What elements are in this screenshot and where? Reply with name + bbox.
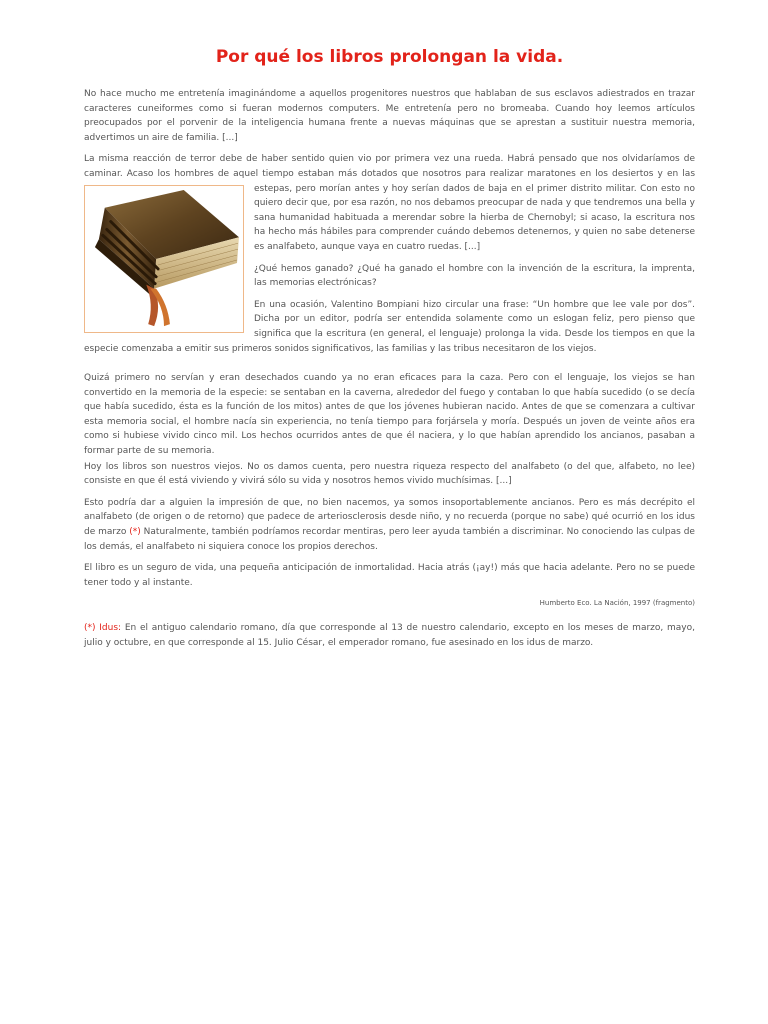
paragraph-2-rest: antes y hoy serían dados de baja en el primer distrito militar. Con esto no quiero decir que, por esa razón, no nos debamos preocupar de nada y que tendremos una bella y sana humanidad habituada a merendar sobre la hierba de Chernobyl; si acaso, la escritura nos ha hecho más hábiles para comprender cuándo debemos detenernos, y quien no sabe detenerse es analfabeto, aunque vaya en cuatro ruedas. [...]: [254, 183, 695, 252]
paragraph-3: ¿Qué hemos ganado? ¿Qué ha ganado el hombre con la invención de la escritura, la imprenta, las memorias electrónicas?: [254, 263, 695, 289]
paragraph-2-line-2: Acaso los hombres de aquel tiempo estaban más dotados que nosotros para realizar maratones en los desiertos y en las estepas, pero morían: [126, 168, 696, 194]
paragraph-7-text: Esto podría dar a alguien la impresión de que, no bien nacemos, ya somos insoportablemente ancianos. Pero es más decrépito el analfabeto (de origen o de retorno) que padece de arteriosclerosis desde niño, y no recuerda (porque no sabe) qué ocurrió en los idus de marzo: [84, 497, 695, 538]
paragraph-8: El libro es un seguro de vida, una pequeña anticipación de inmortalidad. Hacia atrás (¡ay!) más que hacia adelante. Pero no se puede tener todo y al instante.: [84, 563, 695, 588]
paragraph-1: No hace mucho me entretenía imaginándome a aquellos progenitores nuestros que hablaban de sus esclavos adiestrados en trazar caracteres cuneiformes como si fueran modernos computers. Me entretenía pero no bromeaba. Cuando hoy leemos artículos preocupados por el porvenir de la inteligencia humana frente a nuevas máquinas que se aprestan a sustituir nuestra memoria, advertimos un aire de familia. [...]: [84, 89, 695, 143]
paragraph-5: Quizá primero no servían y eran desechados cuando ya no eran eficaces para la caza. Pero con el lenguaje, los viejos se han convertido en la memoria de la especie: se sentaban en la caverna, alrededor del fuego y contaban lo que había sucedido (o se decía que había sucedido, ésta es la función de los mitos) antes de que los jóvenes hubieran nacido. Antes de que se comenzara a cultivar esta memoria social, el hombre nacía sin experiencia, no tenía tiempo para forjársela y moría. Después un joven de veinte años era como si hubiese vivido cinco mil. Los hechos ocurridos antes de que él naciera, y lo que habían aprendido los ancianos, pasaban a formar parte de su memoria.: [84, 373, 695, 457]
old-leather-book-icon: [84, 185, 244, 333]
paragraph-4: En una ocasión, Valentino Bompiani hizo circular una frase: “Un hombre que lee vale por dos”. Dicha por un editor, podría ser entendida solamente como un eslogan feliz, pero pienso que significa que la escritura (en general, el lenguaje) prolonga la vida. Desde los tiempos en que la especie comenzaba a emitir sus primeros sonidos significativos, las familias y las tribus necesitaron de los viejos.: [84, 299, 695, 354]
footnote-text: En el antiguo calendario romano, día que corresponde al 13 de nuestro calendario, excepto en los meses de marzo, mayo, julio y octubre, en que corresponde al 15. Julio César, el emperador romano, fue asesinado en los idus de marzo.: [84, 623, 695, 648]
paragraph-2: [84, 152, 695, 254]
footnote-label: (*) Idus:: [84, 623, 122, 634]
footnote: [84, 621, 695, 650]
paragraph-2-line-1: La misma reacción de terror debe de haber sentido quien vio por primera vez una rueda. Habrá pensado que nos olvidaríamos de caminar.: [84, 154, 695, 179]
footnote-reference: (*): [129, 527, 141, 538]
article-title: Por qué los libros prolongan la vida.: [215, 47, 564, 67]
paragraph-7-continuation: Naturalmente, también podríamos recordar mentiras, pero leer ayuda también a discriminar. No conociendo las culpas de los demás, el analfabeto ni siquiera conoce los propios derechos.: [84, 527, 695, 552]
article-signature: Humberto Eco. La Nación, 1997 (fragmento): [539, 599, 695, 608]
article: [84, 44, 695, 658]
book-illustration: [85, 186, 243, 332]
paragraph-7: [84, 496, 695, 554]
paragraph-6: Hoy los libros son nuestros viejos. No os damos cuenta, pero nuestra riqueza respecto del analfabeto (o del que, alfabeto, no lee) consiste en que él está viviendo y vivirá sólo su vida y nosotros hemos vivido muchísimas. [...]: [84, 461, 695, 487]
